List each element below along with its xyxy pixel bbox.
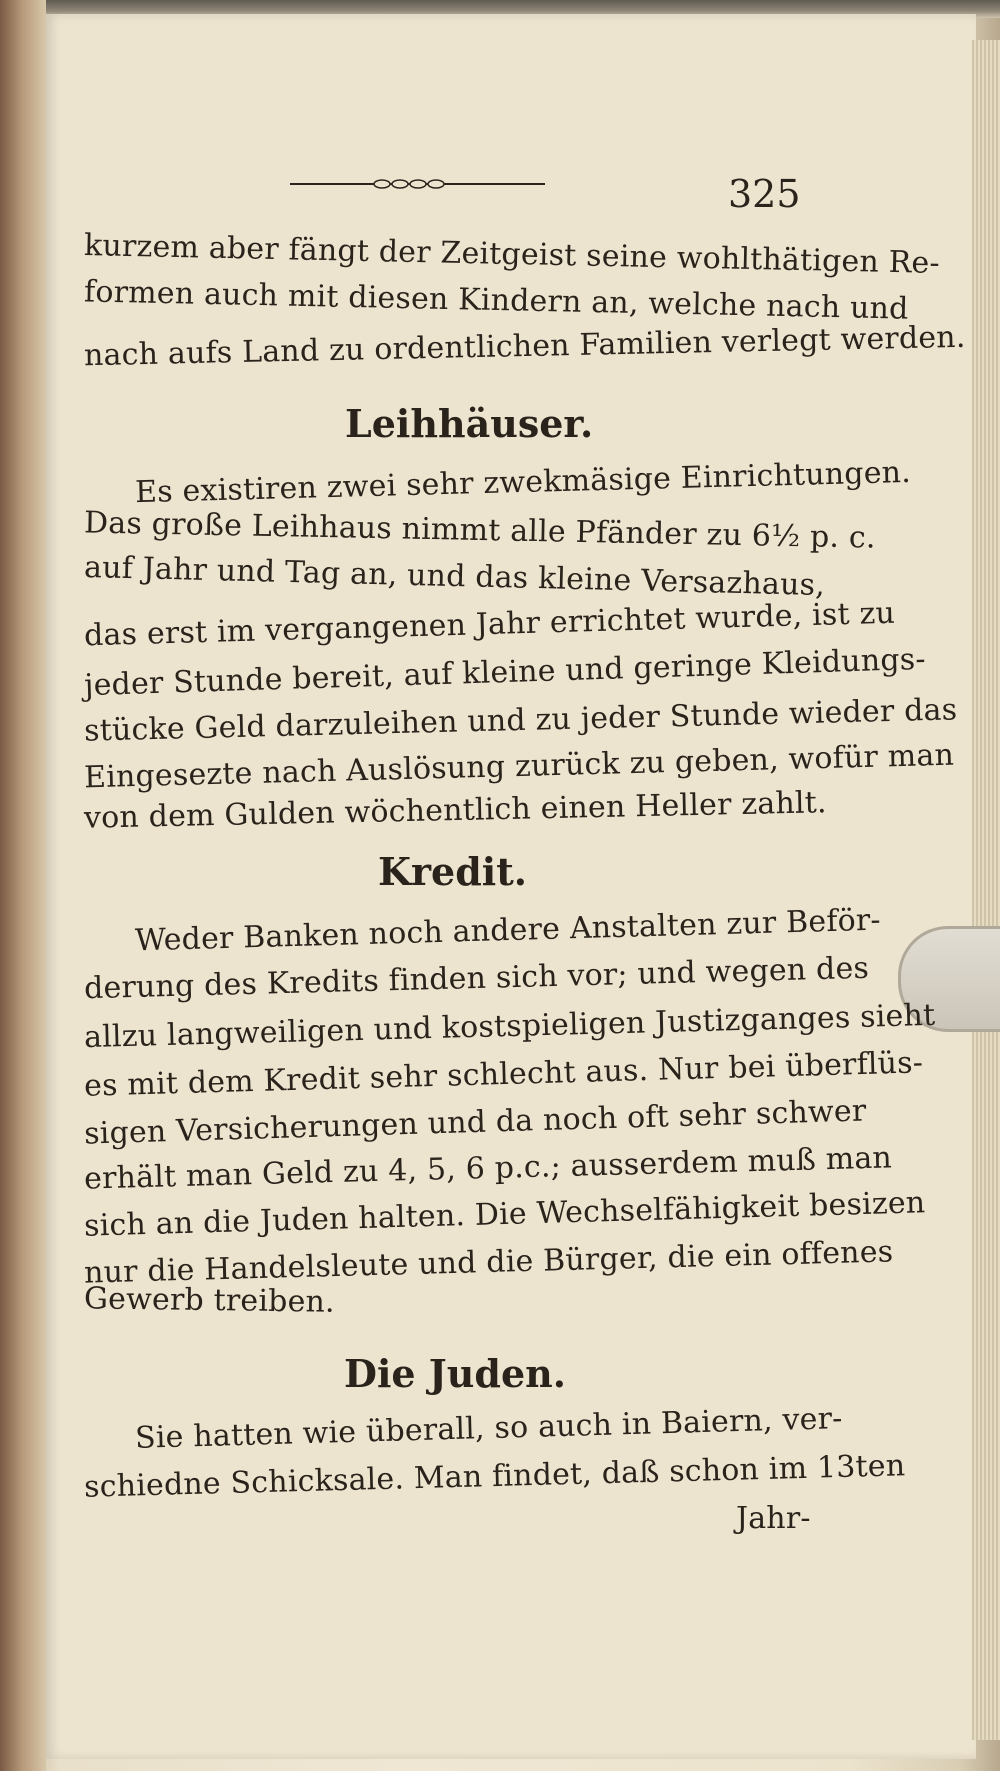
text-line: nach aufs Land zu ordentlichen Familien verlegt werden.	[83, 319, 966, 374]
facing-page-edge	[0, 0, 46, 1771]
text-line: kurzem aber fängt der Zeitgeist seine wohlthätigen Re-	[83, 228, 941, 281]
text-line: derung des Kredits finden sich vor; und wegen des	[83, 950, 870, 1007]
text-line: schiedne Schicksale. Man findet, daß schon im 13ten	[83, 1448, 906, 1505]
section-heading: Leihhäuser.	[345, 401, 594, 446]
text-line: nur die Handelsleute und die Bürger, die ein offenes	[83, 1234, 894, 1291]
text-line: stücke Geld darzuleihen und zu jeder Stunde wieder das	[83, 692, 958, 749]
text-line: sigen Versicherungen und da noch oft sehr schwer	[83, 1093, 867, 1152]
text-line: es mit dem Kredit sehr schlecht aus. Nur bei überflüs-	[83, 1045, 924, 1104]
section-heading: Die Juden.	[344, 1351, 567, 1396]
text-line: das erst im vergangenen Jahr errichtet wurde, ist zu	[83, 595, 896, 654]
text-line: Das große Leihhaus nimmt alle Pfänder zu 6½ p. c.	[83, 505, 877, 556]
text-line: auf Jahr und Tag an, und das kleine Versazhaus,	[83, 549, 826, 604]
text-line: Weder Banken noch andere Anstalten zur Beför-	[134, 902, 882, 959]
text-line: sich an die Juden halten. Die Wechselfähigkeit besizen	[83, 1185, 926, 1244]
text-line: Gewerb treiben.	[83, 1281, 336, 1320]
text-line: allzu langweiligen und kostspieligen Justizganges sieht	[83, 997, 936, 1056]
text-line: Eingesezte nach Auslösung zurück zu geben, wofür man	[83, 737, 955, 796]
text-line: Sie hatten wie überall, so auch in Baiern, ver-	[134, 1401, 843, 1456]
section-heading: Kredit.	[378, 849, 528, 894]
page-stack-edge	[972, 40, 1000, 1740]
text-line: jeder Stunde bereit, auf kleine und geringe Kleidungs-	[83, 641, 927, 704]
text-line: Es existiren zwei sehr zwekmäsige Einrichtungen.	[134, 454, 912, 511]
page-number: 325	[728, 172, 801, 216]
text-line: formen auch mit diesen Kindern an, welche nach und	[83, 274, 909, 327]
text-line: erhält man Geld zu 4, 5, 6 p.c.; ausserdem muß man	[83, 1140, 893, 1197]
text-line: von dem Gulden wöchentlich einen Heller zahlt.	[83, 785, 828, 836]
catchword: Jahr-	[736, 1501, 811, 1536]
header-ornament-rule	[290, 178, 545, 190]
